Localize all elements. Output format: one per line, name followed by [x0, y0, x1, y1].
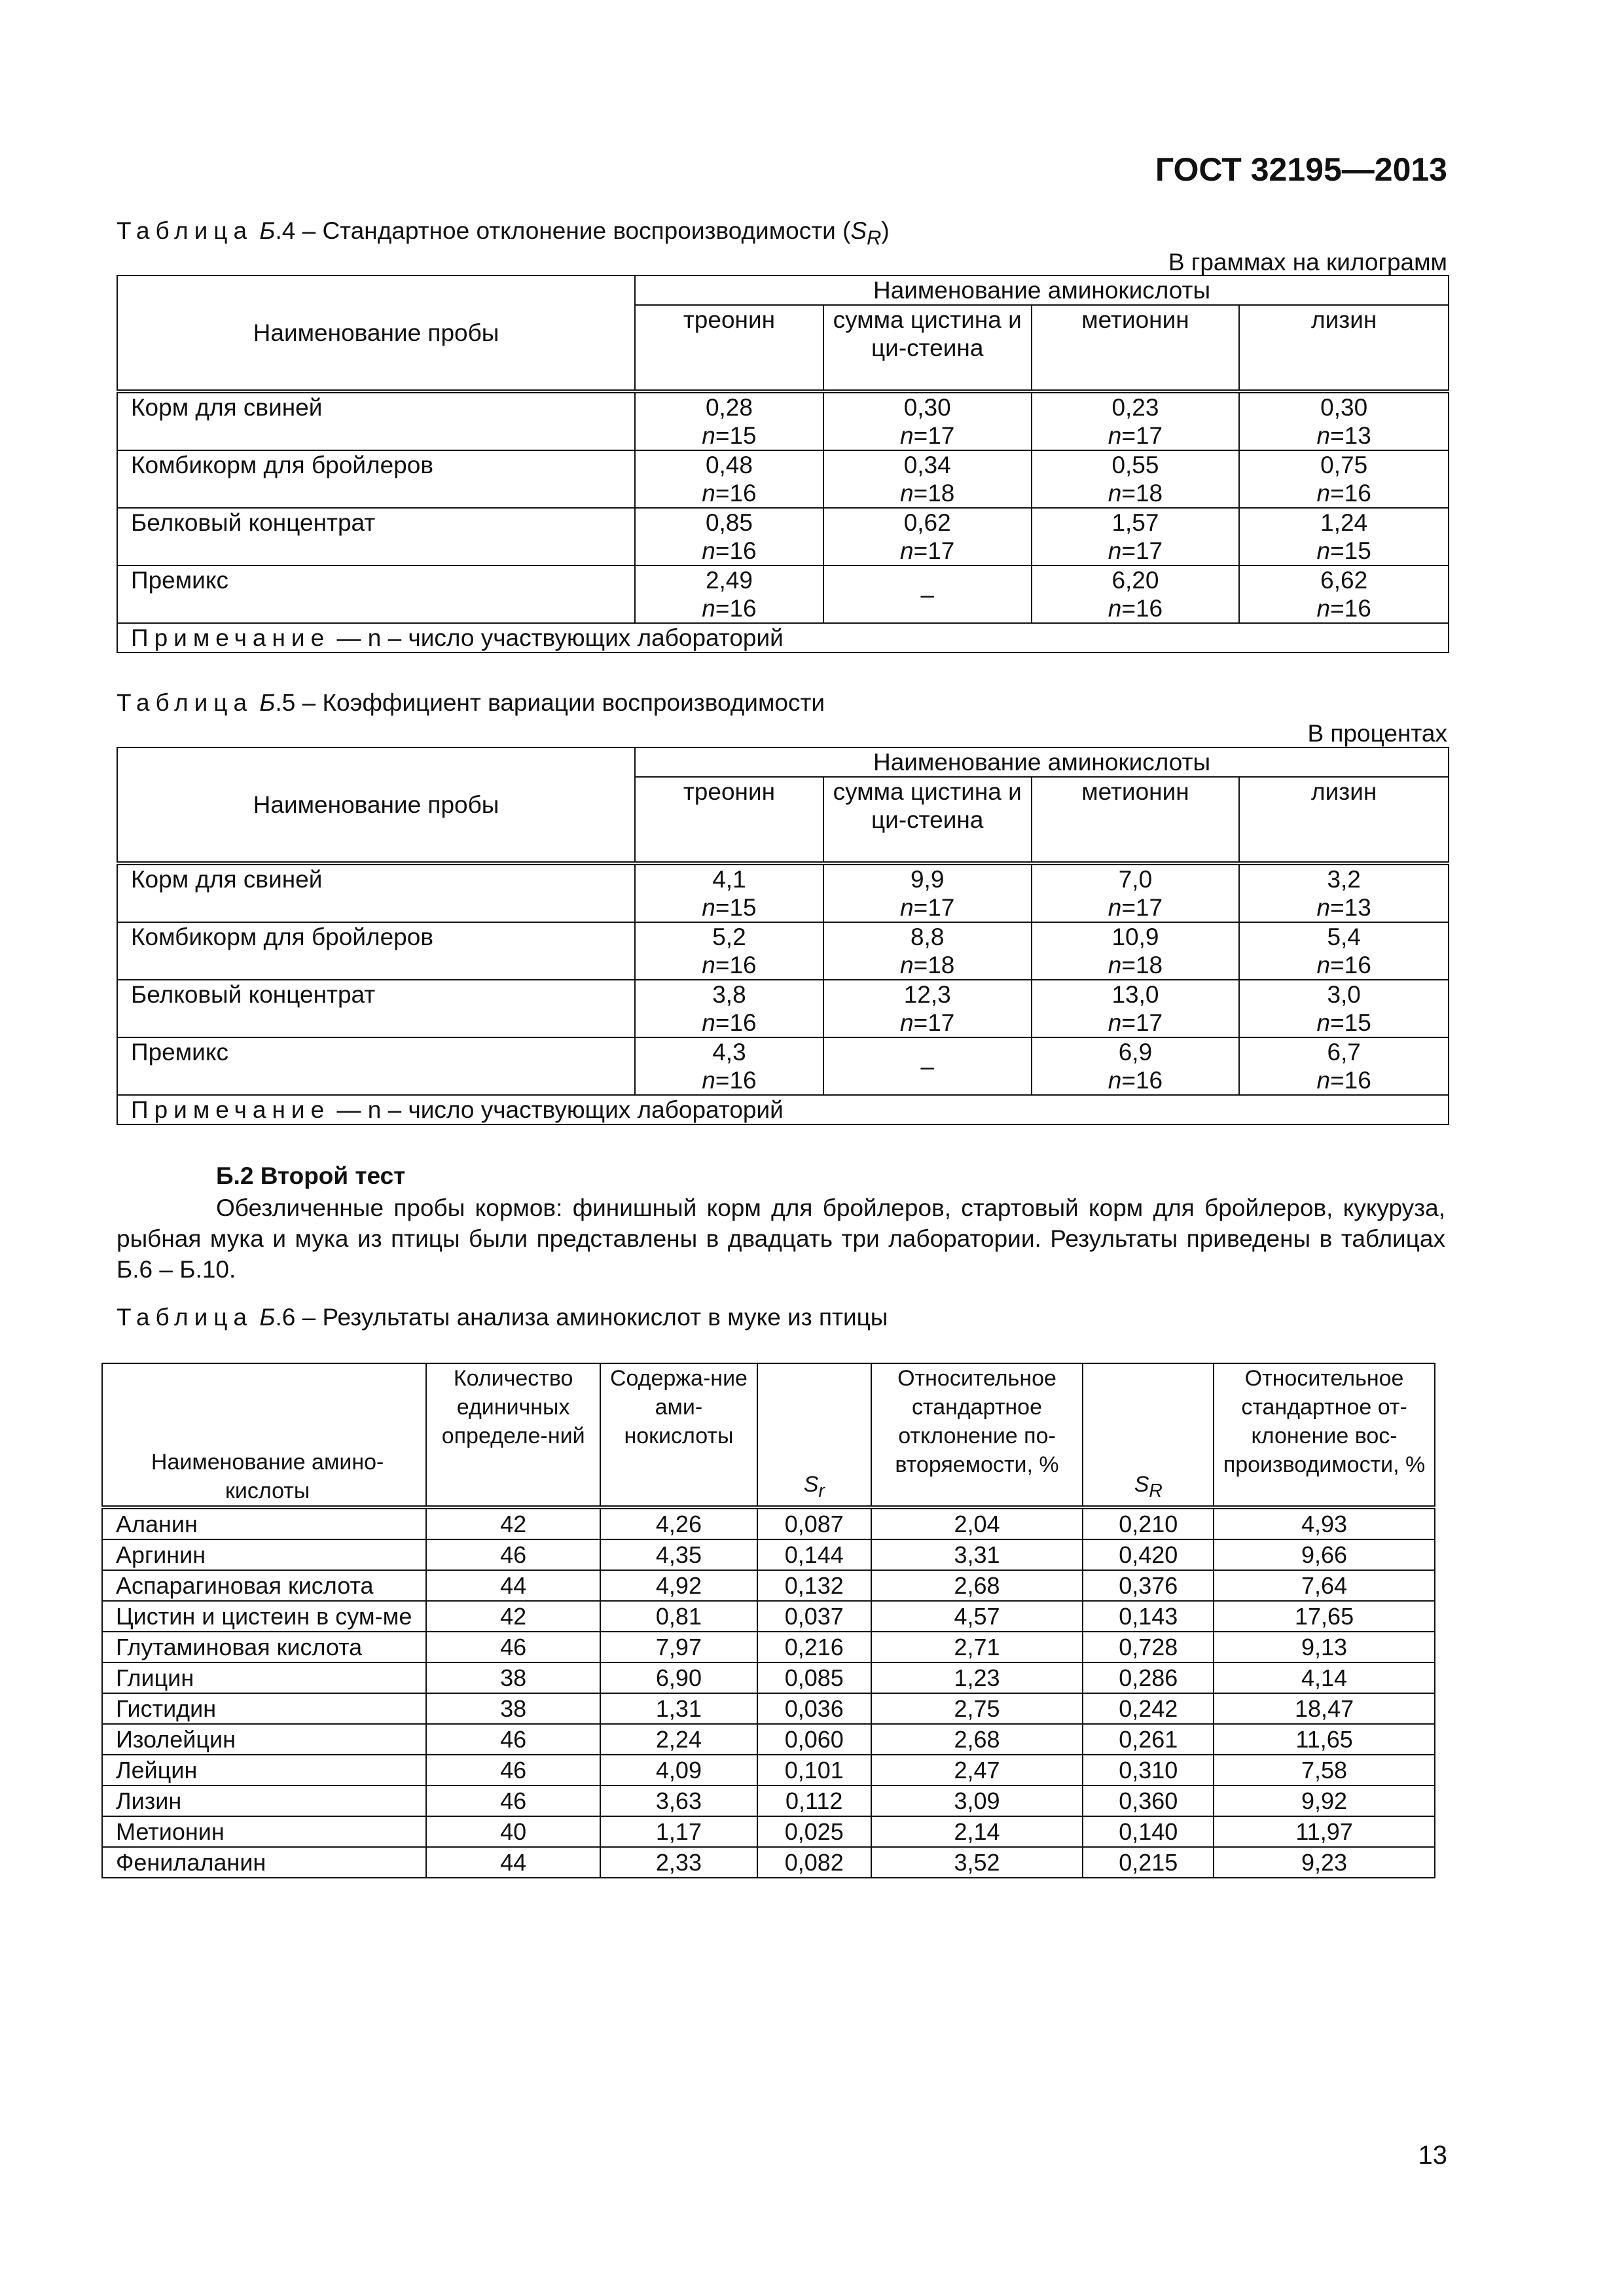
- cell: 46: [426, 1539, 600, 1570]
- cell: 3,63: [600, 1785, 757, 1816]
- cell: 3,0 n=15: [1239, 980, 1449, 1037]
- cell: 3,31: [871, 1539, 1083, 1570]
- table5: [117, 747, 1449, 1125]
- cell: 2,33: [600, 1847, 757, 1878]
- cell: 3,52: [871, 1847, 1083, 1878]
- cell: 4,35: [600, 1539, 757, 1570]
- table-row: [102, 1539, 1435, 1570]
- cell: 0,376: [1083, 1570, 1214, 1601]
- cell: 0,215: [1083, 1847, 1214, 1878]
- table-row: [102, 1570, 1435, 1601]
- cell: 0,81: [600, 1601, 757, 1632]
- cell: 0,085: [757, 1662, 871, 1693]
- cell: 0,310: [1083, 1755, 1214, 1785]
- cell: 1,31: [600, 1693, 757, 1724]
- cell: 0,62 n=17: [823, 508, 1032, 565]
- cell: 1,17: [600, 1816, 757, 1847]
- cell: 9,9 n=17: [823, 863, 1032, 922]
- row-name: Белковый концентрат: [117, 980, 635, 1037]
- cell: 9,92: [1214, 1785, 1435, 1816]
- caption-end: ): [881, 217, 890, 244]
- cell: 0,025: [757, 1816, 871, 1847]
- cell: 2,47: [871, 1755, 1083, 1785]
- caption-text: .5 – Коэффициент вариации воспроизводимости: [275, 689, 825, 716]
- cell: 5,4 n=16: [1239, 922, 1449, 980]
- cell: 3,2 n=13: [1239, 863, 1449, 922]
- row-name: Премикс: [117, 565, 635, 623]
- caption-subscript: R: [867, 226, 882, 249]
- standard-number: ГОСТ 32195—2013: [1155, 151, 1447, 188]
- row-name: Изолейцин: [102, 1724, 426, 1755]
- cell: 4,57: [871, 1601, 1083, 1632]
- section-paragraph: Обезличенные пробы кормов: финишный корм для бройлеров, стартовый корм для бройлеров, кукуруза, рыбная мука и мука из птицы были представлены в двадцать три лаборатории. Результаты приведены в таблицах Б.6 – Б.10.: [117, 1194, 1445, 1283]
- cell: –: [823, 565, 1032, 623]
- col-header: метионин: [1032, 305, 1240, 391]
- table4: [117, 275, 1449, 653]
- cell: 0,087: [757, 1507, 871, 1539]
- cell: 46: [426, 1755, 600, 1785]
- cell: 2,24: [600, 1724, 757, 1755]
- table-row: [117, 980, 1449, 1037]
- cell: 7,0 n=17: [1032, 863, 1240, 922]
- cell: –: [823, 1037, 1032, 1095]
- row-name: Аргинин: [102, 1539, 426, 1570]
- table-row: [102, 1693, 1435, 1724]
- col-header: треонин: [635, 305, 823, 391]
- table-row: [117, 508, 1449, 565]
- col-header-rsd-reprod: Относительное стандартное от-клонение вос-производимости, %: [1214, 1363, 1435, 1507]
- group-header: Наименование аминокислоты: [635, 747, 1449, 777]
- row-name: Аспарагиновая кислота: [102, 1570, 426, 1601]
- cell: 17,65: [1214, 1601, 1435, 1632]
- table-row: [102, 1601, 1435, 1632]
- cell: 4,3 n=16: [635, 1037, 823, 1095]
- cell: 1,24 n=15: [1239, 508, 1449, 565]
- cell: 18,47: [1214, 1693, 1435, 1724]
- table4-caption: [117, 217, 890, 249]
- col-header: сумма цистина и ци-стеина: [823, 305, 1032, 391]
- cell: 4,14: [1214, 1662, 1435, 1693]
- table-row: [102, 1785, 1435, 1816]
- cell: 7,97: [600, 1632, 757, 1662]
- page-number: 13: [1418, 2141, 1447, 2170]
- caption-word: Таблица: [117, 217, 253, 244]
- col-header: метионин: [1032, 777, 1240, 863]
- col-header: лизин: [1239, 777, 1449, 863]
- table6: [101, 1363, 1435, 1878]
- col-header: сумма цистина и ци-стеина: [823, 777, 1032, 863]
- row-name: Корм для свиней: [117, 391, 635, 450]
- cell: 13,0 n=17: [1032, 980, 1240, 1037]
- cell: 4,09: [600, 1755, 757, 1785]
- table-note: Примечание — n – число участвующих лабораторий: [117, 1095, 1449, 1124]
- caption-text: .6 – Результаты анализа аминокислот в муке из птицы: [275, 1304, 888, 1331]
- table-row: [102, 1632, 1435, 1662]
- cell: 0,143: [1083, 1601, 1214, 1632]
- cell: 0,728: [1083, 1632, 1214, 1662]
- cell: 2,68: [871, 1724, 1083, 1755]
- cell: 2,68: [871, 1570, 1083, 1601]
- col-header-name: Наименование амино-кислоты: [102, 1363, 426, 1507]
- table6-caption: [117, 1304, 888, 1331]
- cell: 3,8 n=16: [635, 980, 823, 1037]
- cell: 0,261: [1083, 1724, 1214, 1755]
- table-row: [117, 1037, 1449, 1095]
- group-header: Наименование аминокислоты: [635, 276, 1449, 305]
- cell: 2,49 n=16: [635, 565, 823, 623]
- table-row: [117, 922, 1449, 980]
- cell: 9,13: [1214, 1632, 1435, 1662]
- col-header-count: Количество единичных определе-ний: [426, 1363, 600, 1507]
- cell: 7,64: [1214, 1570, 1435, 1601]
- col-header-sR: $S_R$: [1083, 1363, 1214, 1507]
- col-name-header: Наименование пробы: [117, 747, 635, 863]
- table-row: [117, 391, 1449, 450]
- table-note: Примечание — n – число участвующих лабораторий: [117, 623, 1449, 653]
- cell: 0,144: [757, 1539, 871, 1570]
- row-name: Лизин: [102, 1785, 426, 1816]
- row-name: Белковый концентрат: [117, 508, 635, 565]
- caption-symbol: S: [850, 217, 867, 244]
- col-header-rsd-repeat: Относительное стандартное отклонение по-вторяемости, %: [871, 1363, 1083, 1507]
- col-header: лизин: [1239, 305, 1449, 391]
- cell: 8,8 n=18: [823, 922, 1032, 980]
- col-header-sr: $S_r$: [757, 1363, 871, 1507]
- cell: 0,216: [757, 1632, 871, 1662]
- row-name: Комбикорм для бройлеров: [117, 922, 635, 980]
- cell: 0,28 n=15: [635, 391, 823, 450]
- row-name: Комбикорм для бройлеров: [117, 450, 635, 508]
- cell: 42: [426, 1507, 600, 1539]
- table-row: [117, 863, 1449, 922]
- cell: 38: [426, 1693, 600, 1724]
- table-row: [102, 1724, 1435, 1755]
- table-row: [117, 450, 1449, 508]
- row-name: Корм для свиней: [117, 863, 635, 922]
- cell: 0,210: [1083, 1507, 1214, 1539]
- cell: 2,14: [871, 1816, 1083, 1847]
- caption-letter: Б: [259, 1304, 276, 1331]
- caption-letter: Б: [259, 217, 276, 244]
- table4-unit: В граммах на килограмм: [1168, 249, 1447, 276]
- row-name: Фенилаланин: [102, 1847, 426, 1878]
- row-name: Премикс: [117, 1037, 635, 1095]
- section-title: Б.2 Второй тест: [216, 1162, 406, 1189]
- row-name: Глутаминовая кислота: [102, 1632, 426, 1662]
- row-name: Лейцин: [102, 1755, 426, 1785]
- cell: 7,58: [1214, 1755, 1435, 1785]
- cell: 4,92: [600, 1570, 757, 1601]
- row-name: Метионин: [102, 1816, 426, 1847]
- caption-word: Таблица: [117, 689, 253, 716]
- col-name-header: Наименование пробы: [117, 276, 635, 391]
- cell: 0,30 n=13: [1239, 391, 1449, 450]
- row-name: Гистидин: [102, 1693, 426, 1724]
- cell: 44: [426, 1570, 600, 1601]
- row-name: Аланин: [102, 1507, 426, 1539]
- cell: 6,20 n=16: [1032, 565, 1240, 623]
- cell: 0,30 n=17: [823, 391, 1032, 450]
- cell: 0,85 n=16: [635, 508, 823, 565]
- cell: 0,140: [1083, 1816, 1214, 1847]
- cell: 6,62 n=16: [1239, 565, 1449, 623]
- cell: 2,04: [871, 1507, 1083, 1539]
- cell: 6,90: [600, 1662, 757, 1693]
- caption-text: .4 – Стандартное отклонение воспроизводимости (: [275, 217, 851, 244]
- cell: 44: [426, 1847, 600, 1878]
- cell: 38: [426, 1662, 600, 1693]
- table-row: [117, 565, 1449, 623]
- table5-unit: В процентах: [1307, 720, 1447, 747]
- cell: 4,93: [1214, 1507, 1435, 1539]
- cell: 0,286: [1083, 1662, 1214, 1693]
- cell: 2,71: [871, 1632, 1083, 1662]
- cell: 0,360: [1083, 1785, 1214, 1816]
- cell: 0,34 n=18: [823, 450, 1032, 508]
- cell: 3,09: [871, 1785, 1083, 1816]
- cell: 2,75: [871, 1693, 1083, 1724]
- cell: 0,082: [757, 1847, 871, 1878]
- cell: 9,66: [1214, 1539, 1435, 1570]
- table-row: [102, 1816, 1435, 1847]
- cell: 0,132: [757, 1570, 871, 1601]
- cell: 1,57 n=17: [1032, 508, 1240, 565]
- cell: 0,112: [757, 1785, 871, 1816]
- cell: 42: [426, 1601, 600, 1632]
- table-row: [102, 1507, 1435, 1539]
- cell: 4,1 n=15: [635, 863, 823, 922]
- cell: 46: [426, 1632, 600, 1662]
- caption-letter: Б: [259, 689, 276, 716]
- cell: 0,23 n=17: [1032, 391, 1240, 450]
- table5-caption: [117, 689, 825, 717]
- cell: 1,23: [871, 1662, 1083, 1693]
- table-row: [102, 1847, 1435, 1878]
- table-row: [102, 1755, 1435, 1785]
- cell: 5,2 n=16: [635, 922, 823, 980]
- table-row: [102, 1662, 1435, 1693]
- cell: 0,101: [757, 1755, 871, 1785]
- cell: 6,9 n=16: [1032, 1037, 1240, 1095]
- cell: 10,9 n=18: [1032, 922, 1240, 980]
- cell: 0,75 n=16: [1239, 450, 1449, 508]
- row-name: Глицин: [102, 1662, 426, 1693]
- cell: 0,242: [1083, 1693, 1214, 1724]
- cell: 0,48 n=16: [635, 450, 823, 508]
- cell: 11,97: [1214, 1816, 1435, 1847]
- cell: 0,036: [757, 1693, 871, 1724]
- cell: 12,3 n=17: [823, 980, 1032, 1037]
- cell: 0,55 n=18: [1032, 450, 1240, 508]
- cell: 4,26: [600, 1507, 757, 1539]
- cell: 0,037: [757, 1601, 871, 1632]
- cell: 40: [426, 1816, 600, 1847]
- cell: 9,23: [1214, 1847, 1435, 1878]
- cell: 11,65: [1214, 1724, 1435, 1755]
- cell: 0,060: [757, 1724, 871, 1755]
- cell: 46: [426, 1724, 600, 1755]
- row-name: Цистин и цистеин в сум-ме: [102, 1601, 426, 1632]
- col-header-content: Содержа-ние ами-нокислоты: [600, 1363, 757, 1507]
- caption-word: Таблица: [117, 1304, 253, 1331]
- cell: 0,420: [1083, 1539, 1214, 1570]
- cell: 46: [426, 1785, 600, 1816]
- col-header: треонин: [635, 777, 823, 863]
- cell: 6,7 n=16: [1239, 1037, 1449, 1095]
